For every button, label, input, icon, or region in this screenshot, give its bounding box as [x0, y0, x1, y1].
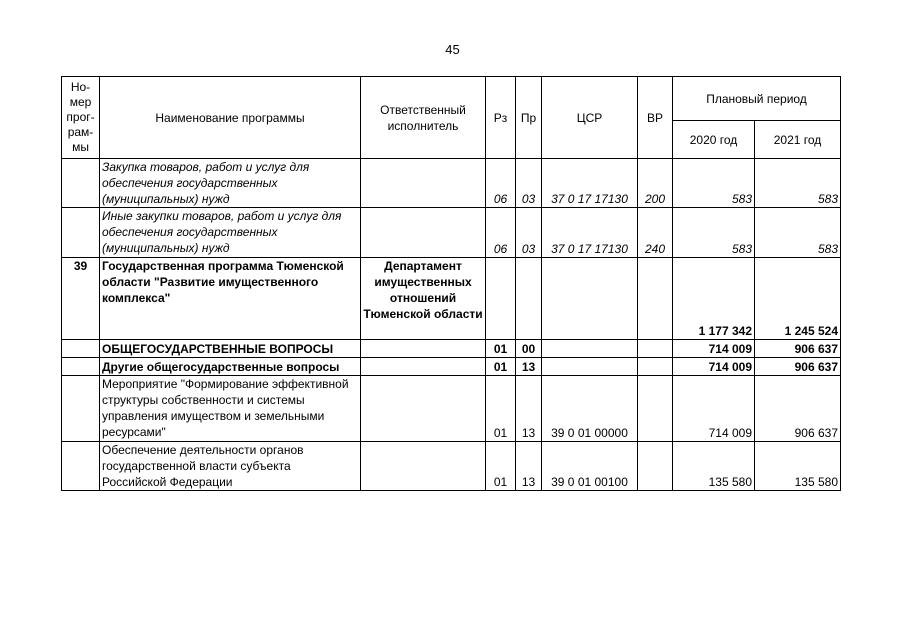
cell-2020: 714 009	[673, 376, 755, 442]
header-vr: ВР	[638, 77, 673, 159]
cell-name: ОБЩЕГОСУДАРСТВЕННЫЕ ВОПРОСЫ	[100, 340, 361, 358]
cell-2020: 714 009	[673, 358, 755, 376]
cell-pr: 13	[516, 376, 542, 442]
cell-vr: 200	[638, 159, 673, 208]
cell-vr	[638, 358, 673, 376]
cell-2020: 583	[673, 208, 755, 258]
cell-pr: 13	[516, 442, 542, 491]
header-program-name: Наименование программы	[100, 77, 361, 159]
cell-2020: 583	[673, 159, 755, 208]
cell-csr: 39 0 01 00000	[542, 376, 638, 442]
cell-csr: 37 0 17 17130	[542, 159, 638, 208]
cell-num	[62, 159, 100, 208]
cell-csr	[542, 358, 638, 376]
cell-2021: 135 580	[755, 442, 841, 491]
cell-2021: 1 245 524	[755, 258, 841, 340]
cell-2021: 583	[755, 159, 841, 208]
cell-num	[62, 442, 100, 491]
cell-2020: 1 177 342	[673, 258, 755, 340]
cell-csr: 39 0 01 00100	[542, 442, 638, 491]
cell-pr: 13	[516, 358, 542, 376]
cell-num	[62, 358, 100, 376]
cell-pr	[516, 258, 542, 340]
cell-rz: 01	[486, 376, 516, 442]
cell-num	[62, 340, 100, 358]
cell-pr: 00	[516, 340, 542, 358]
cell-name: Иные закупки товаров, работ и услуг для обеспечения государственных (муниципальных) нужд	[100, 208, 361, 258]
cell-pr: 03	[516, 159, 542, 208]
cell-executor	[361, 358, 486, 376]
cell-name: Другие общегосударственные вопросы	[100, 358, 361, 376]
cell-vr	[638, 376, 673, 442]
cell-2021: 583	[755, 208, 841, 258]
header-planned-period: Плановый период	[673, 77, 841, 121]
table-row	[62, 376, 841, 442]
cell-rz: 01	[486, 442, 516, 491]
header-year-2021: 2021 год	[755, 121, 841, 159]
cell-pr: 03	[516, 208, 542, 258]
table-row	[62, 159, 841, 208]
cell-name: Обеспечение деятельности органов государственной власти субъекта Российской Федерации	[100, 442, 361, 491]
budget-table	[61, 76, 841, 491]
cell-name: Закупка товаров, работ и услуг для обеспечения государственных (муниципальных) нужд	[100, 159, 361, 208]
cell-vr	[638, 258, 673, 340]
cell-csr: 37 0 17 17130	[542, 208, 638, 258]
cell-2021: 906 637	[755, 358, 841, 376]
cell-2020: 135 580	[673, 442, 755, 491]
cell-num: 39	[62, 258, 100, 340]
header-rz: Рз	[486, 77, 516, 159]
header-year-2020: 2020 год	[673, 121, 755, 159]
cell-executor	[361, 208, 486, 258]
cell-executor	[361, 340, 486, 358]
cell-rz: 06	[486, 208, 516, 258]
cell-2021: 906 637	[755, 376, 841, 442]
page-number: 45	[445, 42, 460, 57]
cell-num	[62, 208, 100, 258]
table-row	[62, 258, 841, 340]
cell-vr	[638, 442, 673, 491]
cell-2021: 906 637	[755, 340, 841, 358]
cell-executor	[361, 376, 486, 442]
cell-executor	[361, 159, 486, 208]
cell-rz	[486, 258, 516, 340]
cell-num	[62, 376, 100, 442]
cell-csr	[542, 340, 638, 358]
cell-name: Государственная программа Тюменской области "Развитие имущественного комплекса"	[100, 258, 361, 340]
cell-rz: 01	[486, 340, 516, 358]
cell-csr	[542, 258, 638, 340]
header-pr: Пр	[516, 77, 542, 159]
cell-vr	[638, 340, 673, 358]
cell-executor	[361, 442, 486, 491]
header-executor: Ответственный исполнитель	[361, 77, 486, 159]
table-row	[62, 358, 841, 376]
header-row	[62, 77, 841, 121]
cell-vr: 240	[638, 208, 673, 258]
cell-executor: Департамент имущественных отношений Тюменской области	[361, 258, 486, 340]
table-row	[62, 442, 841, 491]
table-row	[62, 208, 841, 258]
cell-rz: 01	[486, 358, 516, 376]
header-csr: ЦСР	[542, 77, 638, 159]
cell-rz: 06	[486, 159, 516, 208]
cell-2020: 714 009	[673, 340, 755, 358]
cell-name: Мероприятие "Формирование эффективной структуры собственности и системы управления имуществом и земельными ресурсами"	[100, 376, 361, 442]
table-row	[62, 340, 841, 358]
header-program-number: Но-мер прог-рам-мы	[62, 77, 100, 159]
